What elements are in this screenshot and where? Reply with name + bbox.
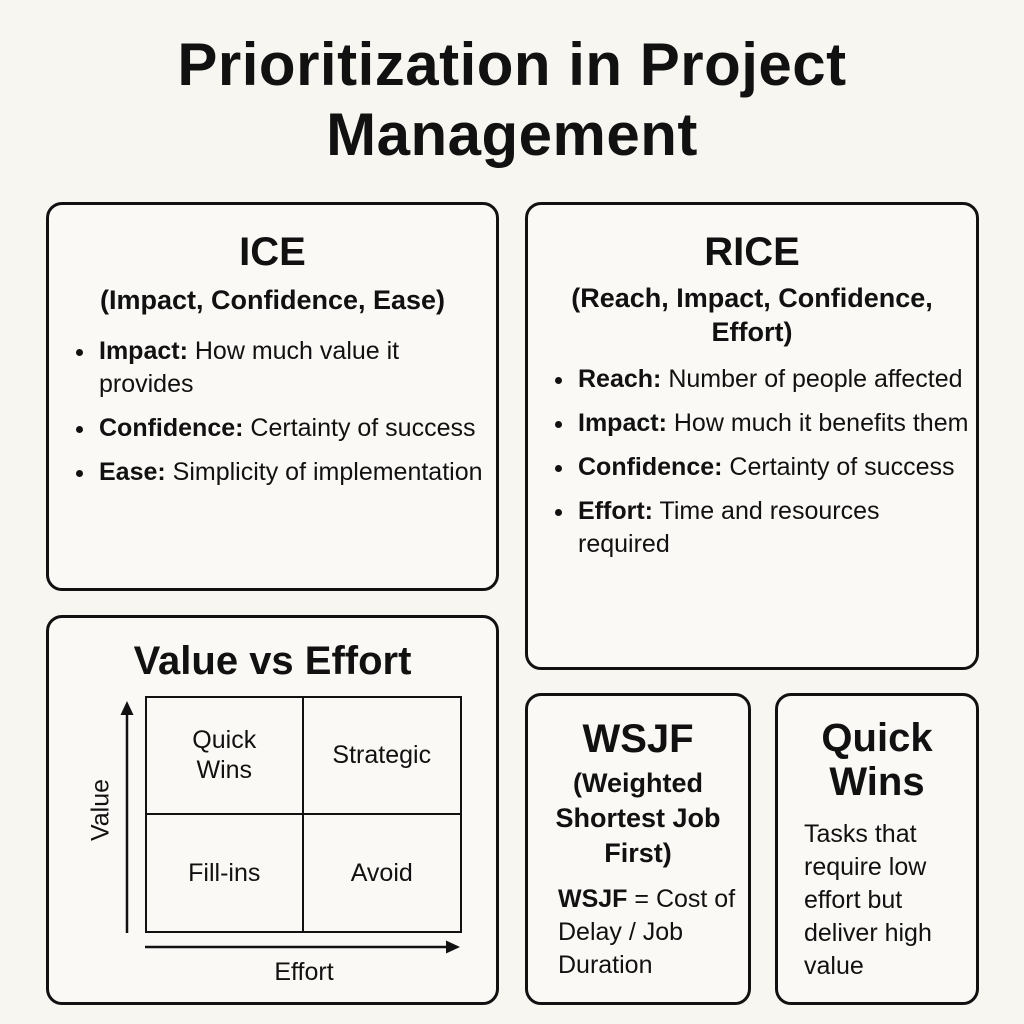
wsjf-card bbox=[525, 693, 751, 1005]
rice-point-term: Confidence bbox=[578, 453, 715, 481]
ice-point-term: Impact bbox=[99, 337, 180, 365]
value-effort-title: Value vs Effort bbox=[133, 639, 412, 683]
ice-point-text: Certainty of success bbox=[250, 414, 476, 442]
ice-point-term: Confidence bbox=[99, 414, 236, 442]
y-axis-label: Value bbox=[86, 778, 115, 842]
rice-points-list bbox=[528, 363, 976, 561]
ice-point-text: How much value it provides bbox=[99, 337, 400, 398]
rice-subtitle: (Reach, Impact, Confidence, Effort) bbox=[571, 283, 933, 347]
x-axis-arrow-icon bbox=[145, 941, 460, 954]
rice-title: RICE bbox=[704, 230, 800, 274]
rice-point-impact: Impact: How much it benefits them bbox=[528, 407, 976, 440]
ice-point-term: Ease bbox=[99, 458, 158, 486]
ice-point-impact: Impact: How much value it provides bbox=[49, 335, 496, 401]
quadrant-quick-wins: Quick Wins bbox=[147, 698, 304, 815]
rice-point-effort: Effort: Time and resources required bbox=[528, 495, 976, 561]
rice-point-text: Certainty of success bbox=[729, 453, 955, 481]
wsjf-subtitle: (Weighted Shortest Job First) bbox=[555, 768, 721, 868]
rice-card bbox=[525, 202, 979, 670]
bullet-icon bbox=[555, 465, 562, 472]
bullet-icon bbox=[555, 421, 562, 428]
page-title: Prioritization in Project Management bbox=[177, 31, 847, 168]
value-effort-matrix bbox=[145, 696, 462, 933]
quadrant-fill-ins: Fill-ins bbox=[147, 815, 304, 932]
wsjf-formula-term: WSJF bbox=[558, 885, 628, 913]
ice-point-ease: Ease: Simplicity of implementation bbox=[49, 456, 496, 489]
rice-point-term: Impact bbox=[578, 409, 659, 437]
rice-point-text: Time and resources required bbox=[578, 497, 880, 558]
ice-point-text: Simplicity of implementation bbox=[172, 458, 483, 486]
bullet-icon bbox=[76, 426, 83, 433]
ice-title: ICE bbox=[239, 230, 306, 274]
bullet-icon bbox=[76, 470, 83, 477]
ice-subtitle: (Impact, Confidence, Ease) bbox=[99, 285, 446, 315]
rice-point-reach: Reach: Number of people affected bbox=[528, 363, 976, 396]
ice-card bbox=[46, 202, 499, 591]
ice-point-confidence: Confidence: Certainty of success bbox=[49, 412, 496, 445]
wsjf-formula bbox=[558, 883, 748, 982]
wsjf-title: WSJF bbox=[582, 717, 694, 761]
bullet-icon bbox=[76, 349, 83, 356]
wsjf-formula-text: = Cost of Delay / Job Duration bbox=[558, 885, 736, 979]
rice-point-text: Number of people affected bbox=[668, 365, 963, 393]
quick-wins-title: Quick Wins bbox=[821, 716, 933, 804]
x-axis-label: Effort bbox=[274, 958, 334, 986]
quick-wins-card bbox=[775, 693, 979, 1005]
bullet-icon bbox=[555, 509, 562, 516]
ice-points-list bbox=[49, 335, 496, 489]
y-axis-arrow-icon bbox=[121, 701, 134, 933]
quadrant-avoid: Avoid bbox=[350, 858, 413, 887]
rice-point-term: Effort bbox=[578, 497, 645, 525]
value-effort-card bbox=[46, 615, 499, 1005]
quick-wins-description: Tasks that require low effort but deliver high value bbox=[804, 820, 932, 980]
rice-point-confidence: Confidence: Certainty of success bbox=[528, 451, 976, 484]
rice-point-text: How much it benefits them bbox=[673, 409, 969, 437]
bullet-icon bbox=[555, 377, 562, 384]
quadrant-strategic: Strategic bbox=[304, 698, 461, 815]
rice-point-term: Reach bbox=[578, 365, 654, 393]
